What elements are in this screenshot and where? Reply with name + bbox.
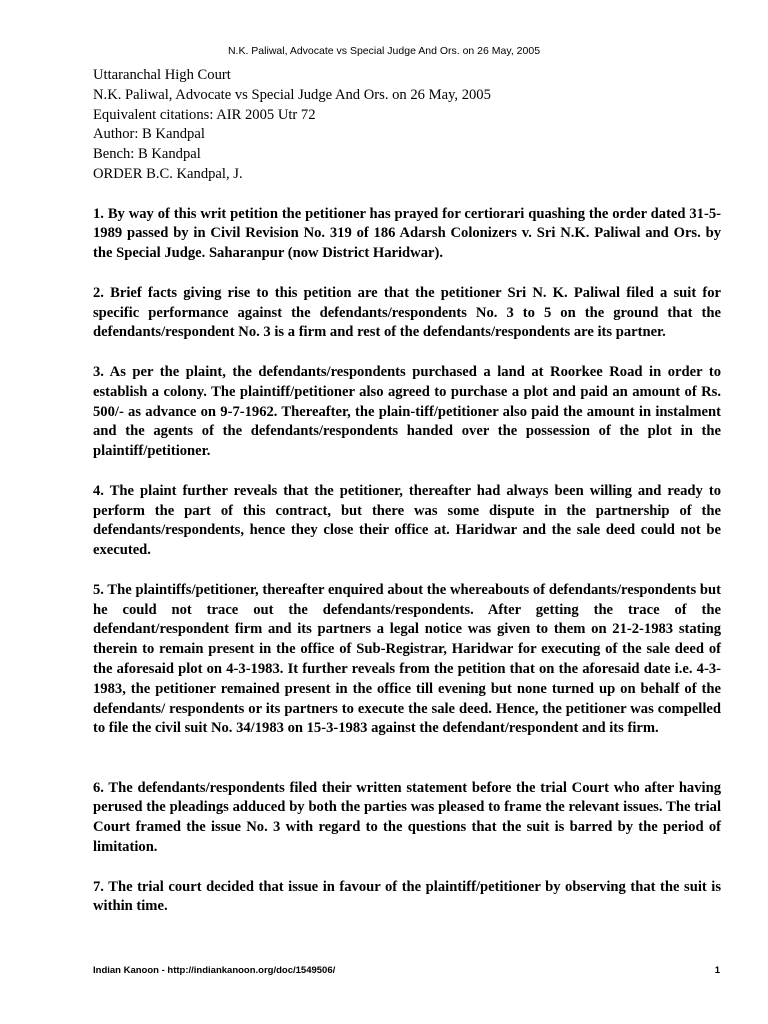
running-header: N.K. Paliwal, Advocate vs Special Judge And Ors. on 26 May, 2005: [227, 45, 541, 57]
court-name: Uttaranchal High Court: [93, 67, 231, 83]
footer-source-link[interactable]: Indian Kanoon - http://indiankanoon.org/doc/1549506/: [93, 965, 336, 976]
bench: Bench: B Kandpal: [93, 146, 201, 163]
page-number: 1: [714, 965, 720, 976]
paragraph-1: 1. By way of this writ petition the petitioner has prayed for certiorari quashing the order dated 31-5-1989 passed by in Civil Revision No. 319 of 186 Adarsh Colonizers v. Sri N.K. Paliwal and Ors. by the Special Judge. Saharanpur (now District Haridwar).: [93, 205, 721, 262]
paragraph-2: 2. Brief facts giving rise to this petition are that the petitioner Sri N. K. Paliwal filed a suit for specific performance against the defendants/respondents No. 3 to 5 on the ground that the defendants/respondent No. 3 is a firm and rest of the defendants/respondents are its partner.: [93, 284, 721, 341]
paragraph-3: 3. As per the plaint, the defendants/respondents purchased a land at Roorkee Road in order to establish a colony. The plaintiff/petitioner also agreed to purchase a plot and paid an amount of Rs. 500/- as advance on 9-7-1962. Thereafter, the plain-tiff/petitioner also paid the amount in instalment and the agents of the defendants/respondents handed over the possession of the plot in the plaintiff/petitioner.: [93, 363, 721, 460]
paragraph-4: 4. The plaint further reveals that the petitioner, thereafter had always been willing and ready to perform the part of this contract, but there was some dispute in the partnership of the defendants/respondents, hence they close their office at. Haridwar and the sale deed could not be executed.: [93, 482, 721, 559]
paragraph-7: 7. The trial court decided that issue in favour of the plaintiff/petitioner by observing that the suit is within time.: [93, 878, 721, 915]
order-heading: ORDER B.C. Kandpal, J.: [93, 165, 243, 182]
equivalent-citations: Equivalent citations: AIR 2005 Utr 72: [93, 106, 316, 123]
paragraph-6: 6. The defendants/respondents filed their written statement before the trial Court who after having perused the pleadings adduced by both the parties was pleased to frame the relevant issues. The trial Court framed the issue No. 3 with regard to the questions that the suit is barred by the period of limitation.: [93, 779, 721, 856]
author: Author: B Kandpal: [93, 126, 205, 143]
case-title: N.K. Paliwal, Advocate vs Special Judge And Ors. on 26 May, 2005: [93, 86, 491, 103]
document-body: [93, 66, 721, 917]
paragraph-5: 5. The plaintiffs/petitioner, thereafter enquired about the whereabouts of defendants/respondents but he could not trace out the defendants/respondents. After getting the trace of the defendant/respondent firm and its partners a legal notice was given to them on 21-2-1983 stating therein to remain present in the office of Sub-Registrar, Haridwar for executing of the sale deed of the aforesaid plot on 4-3-1983. It further reveals from the petition that on the aforesaid date i.e. 4-3-1983, the petitioner remained present in the office till evening but none turned up on behalf of the defendants/ respondents or its partners to execute the sale deed. Hence, the petitioner was compelled to file the civil suit No. 34/1983 on 15-3-1983 against the defendant/respondent and its firm.: [93, 581, 721, 737]
